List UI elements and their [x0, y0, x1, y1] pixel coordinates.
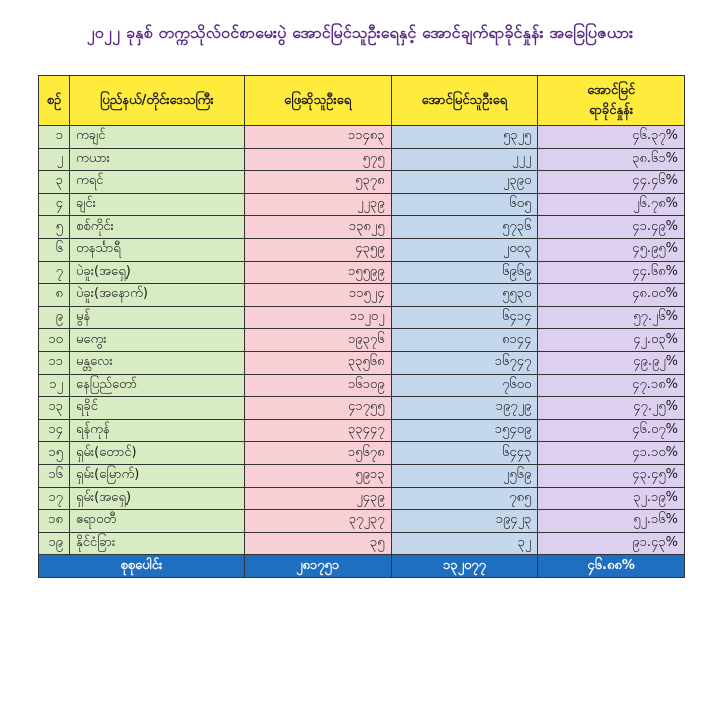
- results-table: [38, 75, 685, 578]
- region-name: ရှမ်း(မြောက်): [69, 464, 244, 487]
- region-name: ကယား: [69, 148, 244, 171]
- header-pct-line2: ရာခိုင်နှုန်း: [589, 102, 634, 118]
- passed-count: ၇၆၀၀: [391, 374, 538, 397]
- region-name: နေပြည်တော်: [69, 374, 244, 397]
- exam-takers: ၅၉၁၃: [244, 464, 391, 487]
- exam-takers: ၁၁၅၂၄: [244, 284, 391, 307]
- table-row: [39, 510, 685, 533]
- pass-rate: ၄၆.၃၇%: [538, 126, 685, 149]
- table-row: [39, 126, 685, 149]
- row-number: ၁၄: [39, 419, 70, 442]
- table-row: [39, 532, 685, 555]
- table-row: [39, 419, 685, 442]
- pass-rate: ၄၁.၄၉%: [538, 216, 685, 239]
- exam-takers: ၃၇၂၃၇: [244, 510, 391, 533]
- pass-rate: ၃၂.၁၉%: [538, 487, 685, 510]
- region-name: စစ်ကိုင်း: [69, 216, 244, 239]
- total-voters: ၂၈၁၇၅၁: [244, 555, 391, 578]
- exam-takers: ၁၁၂၀၂: [244, 306, 391, 329]
- row-number: ၁၉: [39, 532, 70, 555]
- passed-count: ၆၉၆၉: [391, 261, 538, 284]
- exam-takers: ၄၃၅၉: [244, 238, 391, 261]
- table-row: [39, 329, 685, 352]
- exam-takers: ၃၃၅၆၈: [244, 351, 391, 374]
- passed-count: ၂၅၆၉: [391, 464, 538, 487]
- table-row: [39, 351, 685, 374]
- passed-count: ၁၆၇၄၇: [391, 351, 538, 374]
- region-name: နိုင်ငံခြား: [69, 532, 244, 555]
- exam-takers: ၂၂၃၉: [244, 193, 391, 216]
- table-row: [39, 238, 685, 261]
- total-label: စုစုပေါင်း: [39, 555, 245, 578]
- region-name: ရှမ်း(တောင်): [69, 442, 244, 465]
- region-name: ရှမ်း(အရှေ့): [69, 487, 244, 510]
- header-pct: [538, 76, 685, 126]
- header-region: ပြည်နယ်/တိုင်းဒေသကြီး: [69, 76, 244, 126]
- exam-takers: ၃၃၄၄၇: [244, 419, 391, 442]
- header-no: စဉ်: [39, 76, 70, 126]
- pass-rate: ၄၁.၁၀%: [538, 442, 685, 465]
- row-number: ၃: [39, 171, 70, 194]
- pass-rate: ၄၃.၄၅%: [538, 464, 685, 487]
- row-number: ၄: [39, 193, 70, 216]
- table-row: [39, 397, 685, 420]
- passed-count: ၅၃၂၅: [391, 126, 538, 149]
- exam-takers: ၁၅၆၇၈: [244, 442, 391, 465]
- pass-rate: ၄၄.၆၈%: [538, 261, 685, 284]
- passed-count: ၅၇၃၆: [391, 216, 538, 239]
- pass-rate: ၃၈.၆၁%: [538, 148, 685, 171]
- row-number: ၈: [39, 284, 70, 307]
- exam-takers: ၅၇၅: [244, 148, 391, 171]
- row-number: ၅: [39, 216, 70, 239]
- region-name: ချင်း: [69, 193, 244, 216]
- passed-count: ၁၉၄၂၃: [391, 510, 538, 533]
- table-row: [39, 171, 685, 194]
- row-number: ၁၇: [39, 487, 70, 510]
- total-pct: ၄၆.၈၈%: [538, 555, 685, 578]
- region-name: ကချင်: [69, 126, 244, 149]
- table-row: [39, 487, 685, 510]
- region-name: မွန်: [69, 306, 244, 329]
- header-pct-line1: အောင်မြင်: [587, 82, 636, 98]
- row-number: ၁၀: [39, 329, 70, 352]
- pass-rate: ၅၂.၁၆%: [538, 510, 685, 533]
- pass-rate: ၉၁.၄၃%: [538, 532, 685, 555]
- row-number: ၁၅: [39, 442, 70, 465]
- pass-rate: ၄၇.၂၅%: [538, 397, 685, 420]
- exam-takers: ၁၁၄၈၃: [244, 126, 391, 149]
- table-row: [39, 261, 685, 284]
- pass-rate: ၅၇.၂၆%: [538, 306, 685, 329]
- passed-count: ၁၅၄၀၉: [391, 419, 538, 442]
- header-passed: အောင်မြင်သူဦးရေ: [391, 76, 538, 126]
- header-voters: ဖြေဆိုသူဦးရေ: [244, 76, 391, 126]
- exam-takers: ၁၉၃၇၆: [244, 329, 391, 352]
- region-name: ရန်ကုန်: [69, 419, 244, 442]
- exam-takers: ၂၄၃၉: [244, 487, 391, 510]
- region-name: ရခိုင်: [69, 397, 244, 420]
- row-number: ၁၈: [39, 510, 70, 533]
- region-name: ပဲခူး(အရှေ့): [69, 261, 244, 284]
- table-row: [39, 442, 685, 465]
- region-name: ကရင်: [69, 171, 244, 194]
- region-name: ပဲခူး(အနောက်): [69, 284, 244, 307]
- exam-takers: ၁၃၈၂၅: [244, 216, 391, 239]
- passed-count: ၂၃၉၀: [391, 171, 538, 194]
- region-name: မကွေး: [69, 329, 244, 352]
- passed-count: ၆၀၅: [391, 193, 538, 216]
- passed-count: ၂၀၀၃: [391, 238, 538, 261]
- region-name: မန္တလေး: [69, 351, 244, 374]
- passed-count: ၈၁၄၄: [391, 329, 538, 352]
- passed-count: ၃၂: [391, 532, 538, 555]
- pass-rate: ၄၄.၄၆%: [538, 171, 685, 194]
- total-passed: ၁၃၂၀၇၇: [391, 555, 538, 578]
- row-number: ၁၆: [39, 464, 70, 487]
- row-number: ၁၂: [39, 374, 70, 397]
- passed-count: ၆၄၄၃: [391, 442, 538, 465]
- row-number: ၁၃: [39, 397, 70, 420]
- exam-takers: ၁၆၁၀၉: [244, 374, 391, 397]
- table-row: [39, 306, 685, 329]
- region-name: တနင်္သာရီ: [69, 238, 244, 261]
- exam-takers: ၄၁၇၅၅: [244, 397, 391, 420]
- exam-takers: ၅၃၇၈: [244, 171, 391, 194]
- pass-rate: ၄၉.၉၂%: [538, 351, 685, 374]
- table-row: [39, 464, 685, 487]
- pass-rate: ၄၇.၁၈%: [538, 374, 685, 397]
- exam-takers: ၁၅၅၉၉: [244, 261, 391, 284]
- header-row: [39, 76, 685, 126]
- pass-rate: ၄၈.၀၀%: [538, 284, 685, 307]
- row-number: ၁: [39, 126, 70, 149]
- passed-count: ၁၉၇၂၉: [391, 397, 538, 420]
- exam-takers: ၃၅: [244, 532, 391, 555]
- passed-count: ၇၈၅: [391, 487, 538, 510]
- passed-count: ၂၂၂: [391, 148, 538, 171]
- table-row: [39, 284, 685, 307]
- row-number: ၆: [39, 238, 70, 261]
- pass-rate: ၄၂.၀၃%: [538, 329, 685, 352]
- passed-count: ၅၅၃၀: [391, 284, 538, 307]
- page-title: ၂၀၂၂ ခုနှစ် တက္ကသိုလ်ဝင်စာမေးပွဲ အောင်မြင်သူဦးရေနှင့် အောင်ချက်ရာခိုင်နှုန်း အခြေပြဇယား: [86, 23, 634, 42]
- pass-rate: ၄၆.၀၇%: [538, 419, 685, 442]
- row-number: ၂: [39, 148, 70, 171]
- row-number: ၉: [39, 306, 70, 329]
- table-row: [39, 374, 685, 397]
- pass-rate: ၄၅.၉၅%: [538, 238, 685, 261]
- row-number: ၁၁: [39, 351, 70, 374]
- table-row: [39, 216, 685, 239]
- total-row: [39, 555, 685, 578]
- table-body: [39, 126, 685, 555]
- table-row: [39, 148, 685, 171]
- passed-count: ၆၄၁၄: [391, 306, 538, 329]
- row-number: ၇: [39, 261, 70, 284]
- table-row: [39, 193, 685, 216]
- pass-rate: ၂၆.၇၈%: [538, 193, 685, 216]
- region-name: ဧရာဝတီ: [69, 510, 244, 533]
